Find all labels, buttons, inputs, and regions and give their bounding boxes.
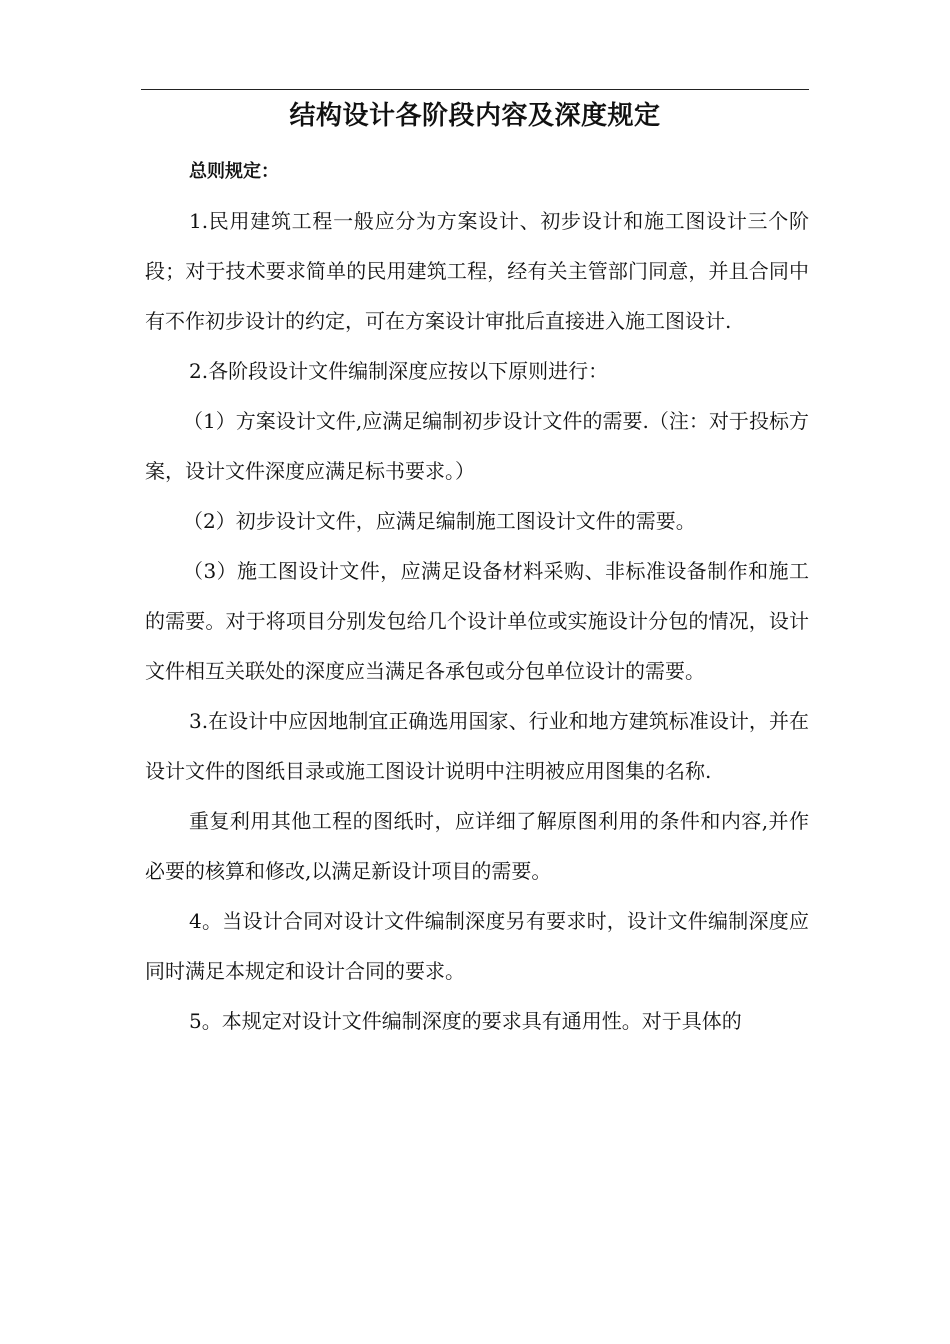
paragraph-2-item-3: （3）施工图设计文件，应满足设备材料采购、非标准设备制作和施工的需要。对于将项目分别发包给几个设计单位或实施设计分包的情况，设计文件相互关联处的深度应当满足各承包或分包单位设计的需要。 bbox=[145, 559, 809, 683]
paragraph-2: 2.各阶段设计文件编制深度应按以下原则进行： bbox=[189, 359, 609, 383]
paragraph-1: 1.民用建筑工程一般应分为方案设计、初步设计和施工图设计三个阶段；对于技术要求简单的民用建筑工程，经有关主管部门同意，并且合同中有不作初步设计的约定，可在方案设计审批后直接进入施工图设计. bbox=[145, 209, 809, 333]
paragraph-2-item-1: （1）方案设计文件,应满足编制初步设计文件的需要.（注：对于投标方案，设计文件深度应满足标书要求。） bbox=[145, 409, 809, 483]
paragraph-5: 5。本规定对设计文件编制深度的要求具有通用性。对于具体的 bbox=[189, 1009, 742, 1033]
document-title: 结构设计各阶段内容及深度规定 bbox=[289, 101, 661, 131]
paragraph-3-continued: 重复利用其他工程的图纸时，应详细了解原图利用的条件和内容,并作必要的核算和修改,以满足新设计项目的需要。 bbox=[145, 809, 809, 883]
paragraph-4: 4。当设计合同对设计文件编制深度另有要求时，设计文件编制深度应同时满足本规定和设计合同的要求。 bbox=[145, 909, 809, 983]
paragraph-3: 3.在设计中应因地制宜正确选用国家、行业和地方建筑标准设计，并在设计文件的图纸目录或施工图设计说明中注明被应用图集的名称. bbox=[145, 709, 809, 783]
header-rule bbox=[141, 89, 809, 90]
paragraph-2-item-2: （2）初步设计文件，应满足编制施工图设计文件的需要。 bbox=[183, 509, 696, 533]
document-body bbox=[145, 148, 809, 1046]
section-heading: 总则规定： bbox=[189, 161, 279, 182]
